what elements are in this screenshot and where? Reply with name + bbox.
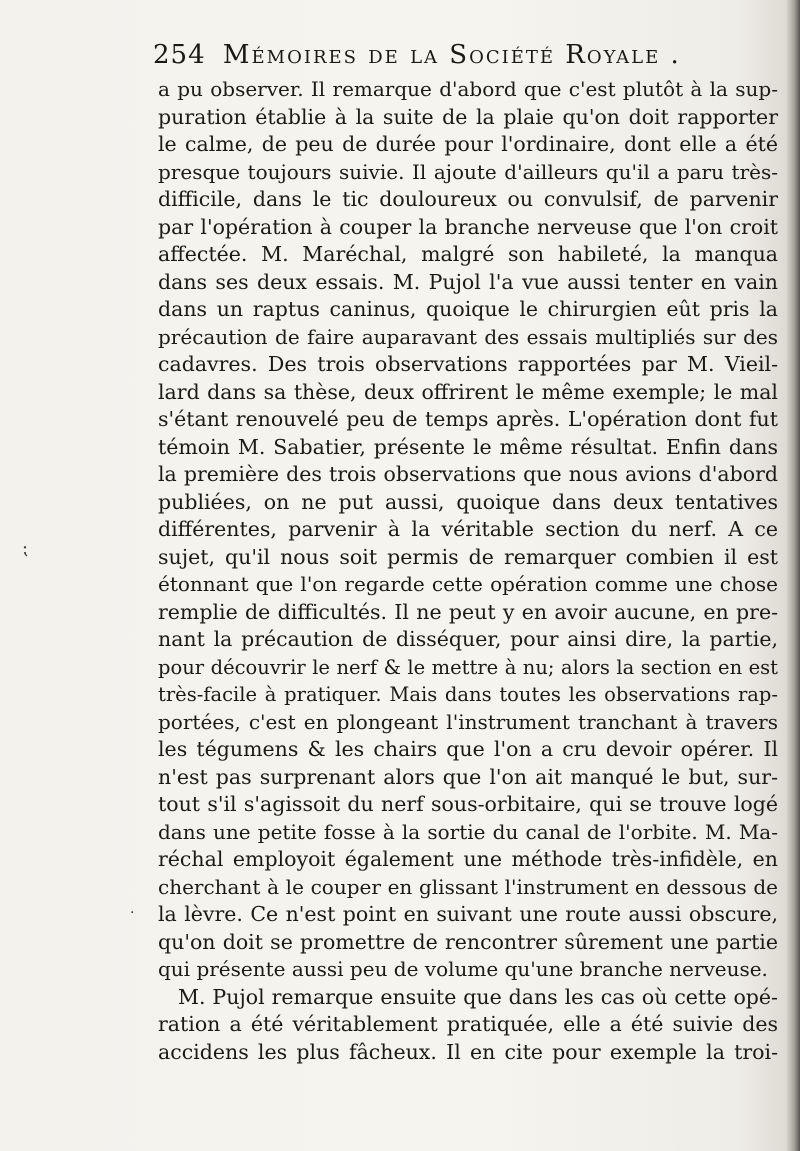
- text-line: qu'on doit se promettre de rencontrer sûrement une partie: [158, 929, 778, 954]
- margin-speck: ·: [130, 905, 135, 921]
- text-line: difficile, dans le tic douloureux ou convulsif, de parvenir: [158, 187, 778, 211]
- text-line: pour découvrir le nerf & le mettre à nu; alors la section en est: [158, 655, 778, 679]
- text-line: lard dans sa thèse, deux offrirent le même exemple; le mal: [158, 379, 778, 404]
- text-line: presque toujours suivie. Il ajoute d'ailleurs qu'il a paru très-: [158, 159, 778, 184]
- running-header: [153, 40, 773, 70]
- text-line: précaution de faire auparavant des essais multipliés sur des: [158, 324, 778, 349]
- text-line: réchal employoit également une méthode très-infidèle, en: [158, 847, 778, 871]
- text-line: publiées, on ne put aussi, quoique dans deux tentatives: [158, 489, 778, 514]
- paragraph-start-line: M. Pujol remarque ensuite que dans les cas où cette opé-: [178, 984, 778, 1009]
- text-line: affectée. M. Maréchal, malgré son habileté, la manqua: [158, 242, 778, 266]
- text-line: cherchant à le couper en glissant l'instrument en dessous de: [158, 874, 778, 899]
- text-line: témoin M. Sabatier, présente le même résultat. Enfin dans: [158, 434, 778, 459]
- text-line: les tégumens & les chairs que l'on a cru devoir opérer. Il: [158, 737, 778, 761]
- text-line: portées, c'est en plongeant l'instrument tranchant à travers: [158, 709, 778, 734]
- text-line: nant la précaution de disséquer, pour ainsi dire, la partie,: [158, 627, 778, 651]
- text-line: sujet, qu'il nous soit permis de remarquer combien il est: [158, 544, 778, 569]
- text-line: différentes, parvenir à la véritable section du nerf. A ce: [158, 517, 778, 541]
- text-line: étonnant que l'on regarde cette opération comme une chose: [158, 572, 778, 596]
- text-line: ration a été véritablement pratiquée, elle a été suivie des: [158, 1012, 778, 1036]
- text-line: puration établie à la suite de la plaie qu'on doit rapporter: [158, 104, 778, 129]
- text-line: dans un raptus caninus, quoique le chirurgien eût pris la: [158, 297, 778, 321]
- body-text: [158, 76, 778, 1066]
- text-line: qui présente aussi peu de volume qu'une branche nerveuse.: [158, 957, 768, 981]
- text-line: dans une petite fosse à la sortie du canal de l'orbite. M. Ma-: [158, 819, 778, 844]
- text-line: très-facile à pratiquer. Mais dans toutes les observations rap-: [158, 683, 778, 706]
- text-line: par l'opération à couper la branche nerveuse que l'on croit: [158, 214, 778, 239]
- text-line: dans ses deux essais. M. Pujol l'a vue aussi tenter en vain: [158, 269, 778, 294]
- text-line: le calme, de peu de durée pour l'ordinaire, dont elle a été: [158, 132, 778, 156]
- text-line: tout s'il s'agissoit du nerf sous-orbitaire, qui se trouve logé: [158, 792, 778, 816]
- text-line: accidens les plus fâcheux. Il en cite pour exemple la troi-: [158, 1039, 778, 1064]
- page-number: 254: [153, 40, 206, 70]
- text-line: remplie de difficultés. Il ne peut y en avoir aucune, en pre-: [158, 599, 778, 624]
- running-title: Mémoires de la Société Royale .: [222, 40, 681, 70]
- margin-speck: ⁏: [22, 538, 29, 559]
- page-edge-shadow: [786, 0, 800, 1151]
- text-line: n'est pas surprenant alors que l'on ait manqué le but, sur-: [158, 764, 778, 789]
- text-line: la lèvre. Ce n'est point en suivant une route aussi obscure,: [158, 902, 778, 926]
- text-line: a pu observer. Il remarque d'abord que c'est plutôt à la sup-: [158, 77, 778, 101]
- text-line: s'étant renouvelé peu de temps après. L'opération dont fut: [158, 407, 778, 431]
- text-line: cadavres. Des trois observations rapportées par M. Vieil-: [158, 352, 778, 376]
- text-line: la première des trois observations que nous avions d'abord: [158, 462, 778, 486]
